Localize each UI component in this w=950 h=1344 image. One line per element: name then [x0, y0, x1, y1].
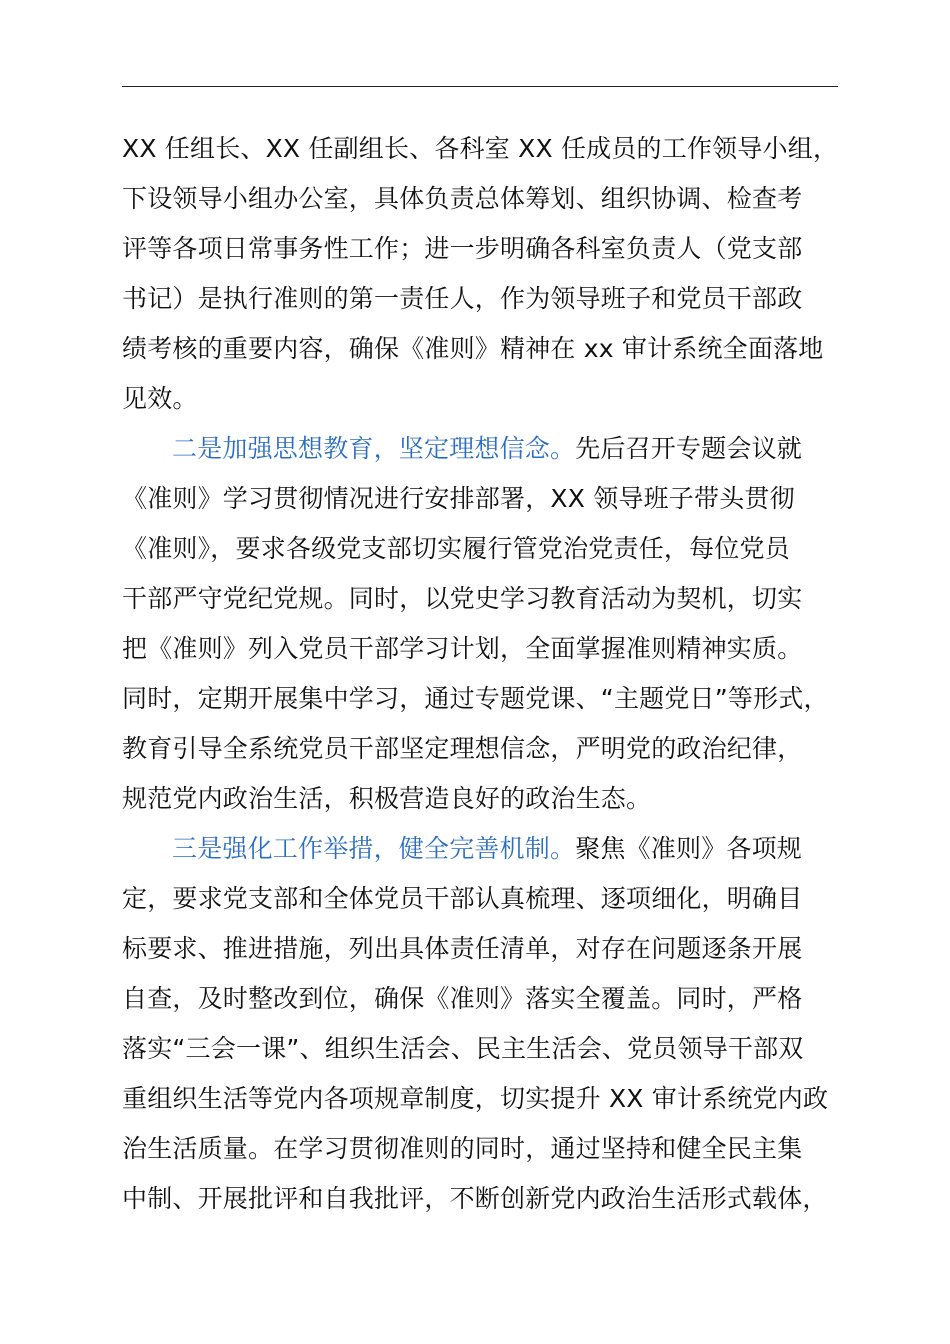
paragraph-2-line: 《准则》，要求各级党支部切实履行管党治党责任，每位党员	[122, 534, 790, 563]
paragraph-1-line: 见效。	[122, 384, 198, 413]
paragraph-1-line: XX 任组长、XX 任副组长、各科室 XX 任成员的工作领导小组，	[122, 134, 839, 163]
paragraph-2-line: 把《准则》列入党员干部学习计划，全面掌握准则精神实质。	[122, 634, 803, 663]
paragraph-3-first-line	[122, 824, 838, 874]
paragraph-1-line: 下设领导小组办公室，具体负责总体筹划、组织协调、检查考	[122, 184, 803, 213]
paragraph-3-line: 中制、开展批评和自我批评，不断创新党内政治生活形式载体，	[122, 1184, 828, 1213]
paragraph-2-line: 《准则》学习贯彻情况进行安排部署，XX 领导班子带头贯彻	[122, 484, 795, 513]
paragraph-2-line: 同时，定期开展集中学习，通过专题党课、“主题党日”等形式，	[122, 684, 829, 713]
paragraph-3-heading: 三是强化工作举措，健全完善机制。	[172, 834, 576, 863]
paragraph-1-line: 绩考核的重要内容，确保《准则》精神在 xx 审计系统全面落地	[122, 334, 824, 363]
paragraph-3-first-line-text: 聚焦《准则》各项规	[575, 834, 803, 863]
paragraph-2-heading: 二是加强思想教育，坚定理想信念。	[172, 434, 576, 463]
document-body	[122, 124, 838, 1224]
paragraph-3-line: 定，要求党支部和全体党员干部认真梳理、逐项细化，明确目	[122, 884, 803, 913]
paragraph-2-line: 教育引导全系统党员干部坚定理想信念，严明党的政治纪律，	[122, 734, 803, 763]
paragraph-3-line: 落实“三会一课”、组织生活会、民主生活会、党员领导干部双	[122, 1034, 804, 1063]
paragraph-3-line: 自查，及时整改到位，确保《准则》落实全覆盖。同时，严格	[122, 984, 803, 1013]
paragraph-3-line: 标要求、推进措施，列出具体责任清单，对存在问题逐条开展	[122, 934, 803, 963]
paragraph-2-first-line	[122, 424, 838, 474]
paragraph-1-line: 评等各项日常事务性工作；进一步明确各科室负责人（党支部	[122, 234, 803, 263]
paragraph-2-line: 干部严守党纪党规。同时，以党史学习教育活动为契机，切实	[122, 584, 803, 613]
paragraph-1-line: 书记）是执行准则的第一责任人，作为领导班子和党员干部政	[122, 284, 803, 313]
header-rule	[122, 86, 838, 87]
paragraph-3-line: 治生活质量。在学习贯彻准则的同时，通过坚持和健全民主集	[122, 1134, 803, 1163]
paragraph-2-line: 规范党内政治生活，积极营造良好的政治生态。	[122, 784, 652, 813]
paragraph-2-first-line-text: 先后召开专题会议就	[575, 434, 803, 463]
paragraph-3-line: 重组织生活等党内各项规章制度，切实提升 XX 审计系统党内政	[122, 1084, 829, 1113]
